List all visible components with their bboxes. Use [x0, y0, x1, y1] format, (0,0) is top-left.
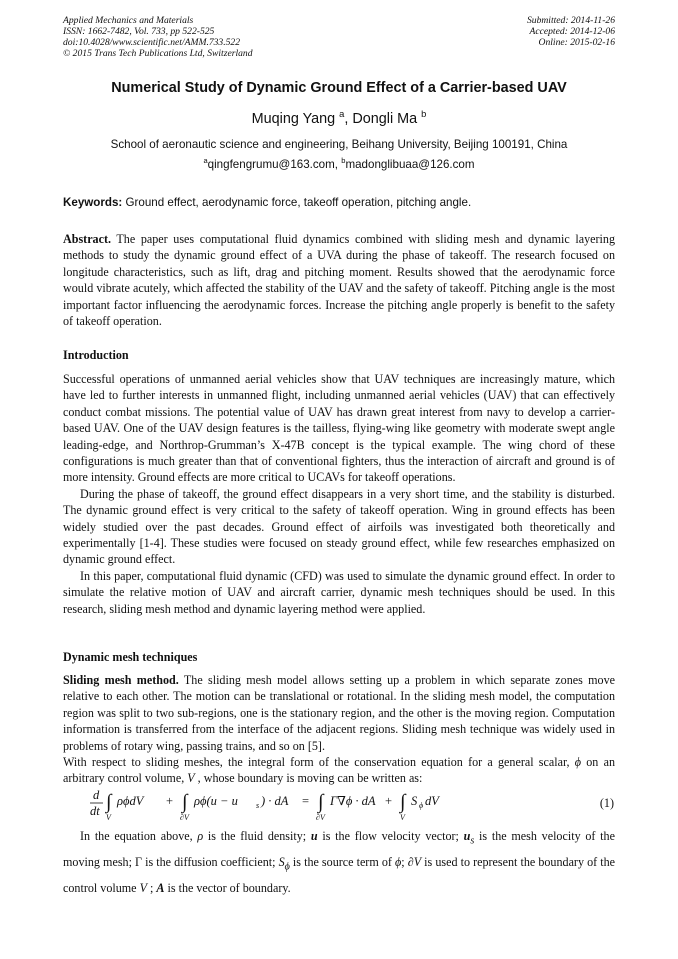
eq-term-4-end: dV [425, 794, 439, 808]
symbol-boundary: ∂V [407, 854, 422, 869]
symbol-u: u [310, 829, 318, 843]
introduction-body [63, 371, 615, 617]
eq-term-2-end: ) · dA [261, 794, 289, 808]
issn: ISSN: 1662-7482, Vol. 733, pp 522-525 [63, 26, 215, 37]
author-2-mark: b [421, 109, 427, 120]
sliding-mesh-text: The sliding mesh model allows setting up a problem in which separate zones move relative to each other. The motion can be translational or rotational. In the sliding mesh model, the computation region was split to two sub-regions, one is the stationary region, and the other is the moving region. Computation information is transferred from the interface of the adjacent regions. Sliding mesh technique was widely used in problems of rotary wing, passing trains, and so on [5]. [63, 673, 615, 753]
author-2: Dongli Ma [352, 111, 418, 127]
email-separator: , [334, 158, 342, 171]
introduction-heading: Introduction [63, 348, 129, 362]
eq-limit-3: ∂V [316, 813, 325, 822]
symbol-phi: ϕ [574, 755, 582, 770]
intro-paragraph-2: During the phase of takeoff, the ground effect disappears in a very short time, and the stability is disturbed. The dynamic ground effect is very critical to the safety of takeoff operation. Wing in ground effects has been widely studied over the past decades. Ground effect of airfoils was investigated both theoretically and experimentally [1-4]. These studies were focused on steady ground effect, while few researches emphasized on dynamic ground effect. [63, 486, 615, 567]
affiliation: School of aeronautic science and engineering, Beihang University, Beijing 100191, China [110, 138, 568, 151]
conservation-paragraph [63, 754, 615, 787]
abstract [63, 231, 615, 329]
dates-header [527, 15, 615, 48]
expl-d: is the mesh velocity of the moving mesh; [63, 829, 615, 869]
eq-equals: = [302, 794, 310, 808]
sliding-mesh-paragraph [63, 672, 615, 754]
symbol-a: A [156, 880, 165, 895]
eq-term-4: S [411, 794, 418, 808]
paper-title: Numerical Study of Dynamic Ground Effect of a Carrier-based UAV [111, 80, 567, 96]
dynamic-mesh-body [63, 672, 615, 787]
symbol-gamma: Γ [135, 854, 143, 869]
expl-c: is the flow velocity vector; [317, 829, 464, 843]
expl-e: is the diffusion coefficient; [142, 854, 279, 869]
author-1: Muqing Yang [251, 111, 336, 127]
expl-b: is the fluid density; [203, 829, 311, 843]
eq-integral-4: ∫ [400, 791, 406, 813]
eq-term-2: ρϕ(u − u [194, 794, 238, 808]
eq-term-4-sub: ϕ [419, 801, 424, 810]
email-line [40, 158, 638, 171]
expl-i: ; [146, 880, 157, 895]
eq-plus-1: + [166, 794, 174, 808]
journal-name: Applied Mechanics and Materials [63, 15, 194, 26]
symbol-v: V [187, 771, 195, 786]
eq-dt: dt [90, 804, 100, 818]
email-1: qingfengrumu@163.com [207, 158, 335, 171]
submitted-date: Submitted: 2014-11-26 [526, 15, 615, 26]
eq-limit-1: V [106, 813, 111, 822]
eq-term-1: ρϕdV [117, 794, 144, 808]
eq-d: d [93, 788, 100, 802]
eq-limit-4: V [400, 813, 405, 822]
author-1-mark: a [339, 109, 345, 120]
author-separator: , [344, 111, 353, 127]
eq-integral-2: ∫ [182, 791, 188, 813]
email-2-mark: b [341, 156, 346, 166]
equation-number: (1) [599, 796, 614, 810]
symbol-us-sub: s [470, 835, 475, 847]
abstract-label: Abstract. [63, 232, 112, 246]
intro-paragraph-1: Successful operations of unmanned aerial vehicles show that UAV techniques are increasingly mature, which have led to further interests in unmanned flight, including unmanned aerial vehicles (UAV) that can effectively conduct combat missions. The potential value of UAV has drawn great interest from navy to develop a carrier-based UAV. One of the UAV design features is the tailless, flying-wing like geometry with moderate swept angle leading-edge, and Northrop-Grumman’s X-47B concept is the typical example. The wing chord of these configurations is much greater than that of conventional fighters, thus the interaction of aircraft and ground is of more intensity. Ground effects are more critical to UCAVs for takeoff operations. [63, 372, 615, 485]
intro-paragraph-3: In this paper, computational fluid dynamic (CFD) was used to simulate the dynamic ground effect. In order to simulate the relative motion of UAV and aircraft carrier, dynamic mesh techniques should be used. In this research, sliding mesh method and dynamic layering method were applied. [63, 568, 615, 616]
expl-g: ; [401, 854, 408, 869]
email-2: madonglibuaa@126.com [345, 158, 475, 171]
expl-f: is the source term of [289, 854, 395, 869]
conservation-text-a: With respect to sliding meshes, the integral form of the conservation equation for a general scalar, [63, 755, 575, 770]
email-1-mark: a [203, 156, 208, 166]
eq-plus-2: + [385, 794, 393, 808]
copyright: © 2015 Trans Tech Publications Ltd, Switzerland [63, 48, 253, 59]
keywords [63, 196, 615, 209]
explanation-paragraph [63, 826, 615, 899]
symbol-v-2: V [139, 880, 147, 895]
doi: doi:10.4028/www.scientific.net/AMM.733.522 [63, 37, 241, 48]
expl-h: is used to represent the boundary of the control volume [63, 854, 616, 895]
expl-a: In the equation above, [80, 829, 198, 843]
eq-integral-3: ∫ [318, 791, 324, 813]
equation-explanation [63, 826, 615, 899]
conservation-text-c: , whose boundary is moving can be written as: [194, 771, 423, 786]
symbol-us: u [463, 829, 471, 843]
eq-term-2-sub: s [256, 801, 260, 810]
accepted-date: Accepted: 2014-12-06 [529, 26, 615, 37]
abstract-text: The paper uses computational fluid dynamics combined with sliding mesh and dynamic layering methods to study the dynamic ground effect of a UVA during the phase of takeoff. The research focused on longitude characteristics, such as lift, drag and pitching moment. Results showed that the aerodynamic force would vibrate acutely, which affected the stability of the UAV and the safety of takeoff. Pitching angle is the most important factor influencing the aerodynamic forces. Increase the pitching angle properly is benefit to the safety of takeoff operation. [63, 232, 615, 329]
symbol-phi-2: ϕ [395, 854, 402, 869]
eq-limit-2: ∂V [180, 813, 189, 822]
symbol-rho: ρ [197, 829, 204, 843]
symbol-s: S [278, 854, 285, 869]
eq-integral-1: ∫ [106, 791, 112, 813]
eq-term-3: Γ∇ϕ · dA [330, 794, 376, 808]
dynamic-mesh-heading: Dynamic mesh techniques [63, 650, 198, 664]
equation-1-svg [90, 786, 590, 822]
keywords-text: Ground effect, aerodynamic force, takeoff operation, pitching angle. [122, 196, 472, 209]
journal-header [63, 15, 253, 59]
keywords-label: Keywords: [63, 196, 123, 209]
online-date: Online: 2015-02-16 [538, 37, 615, 48]
expl-j: is the vector of boundary. [164, 880, 291, 895]
author-line [40, 111, 638, 127]
equation-1 [90, 786, 614, 822]
sliding-mesh-label: Sliding mesh method. [63, 673, 179, 687]
symbol-s-sub: ϕ [284, 861, 290, 873]
conservation-text-b: on an arbitrary control volume, [63, 755, 615, 786]
